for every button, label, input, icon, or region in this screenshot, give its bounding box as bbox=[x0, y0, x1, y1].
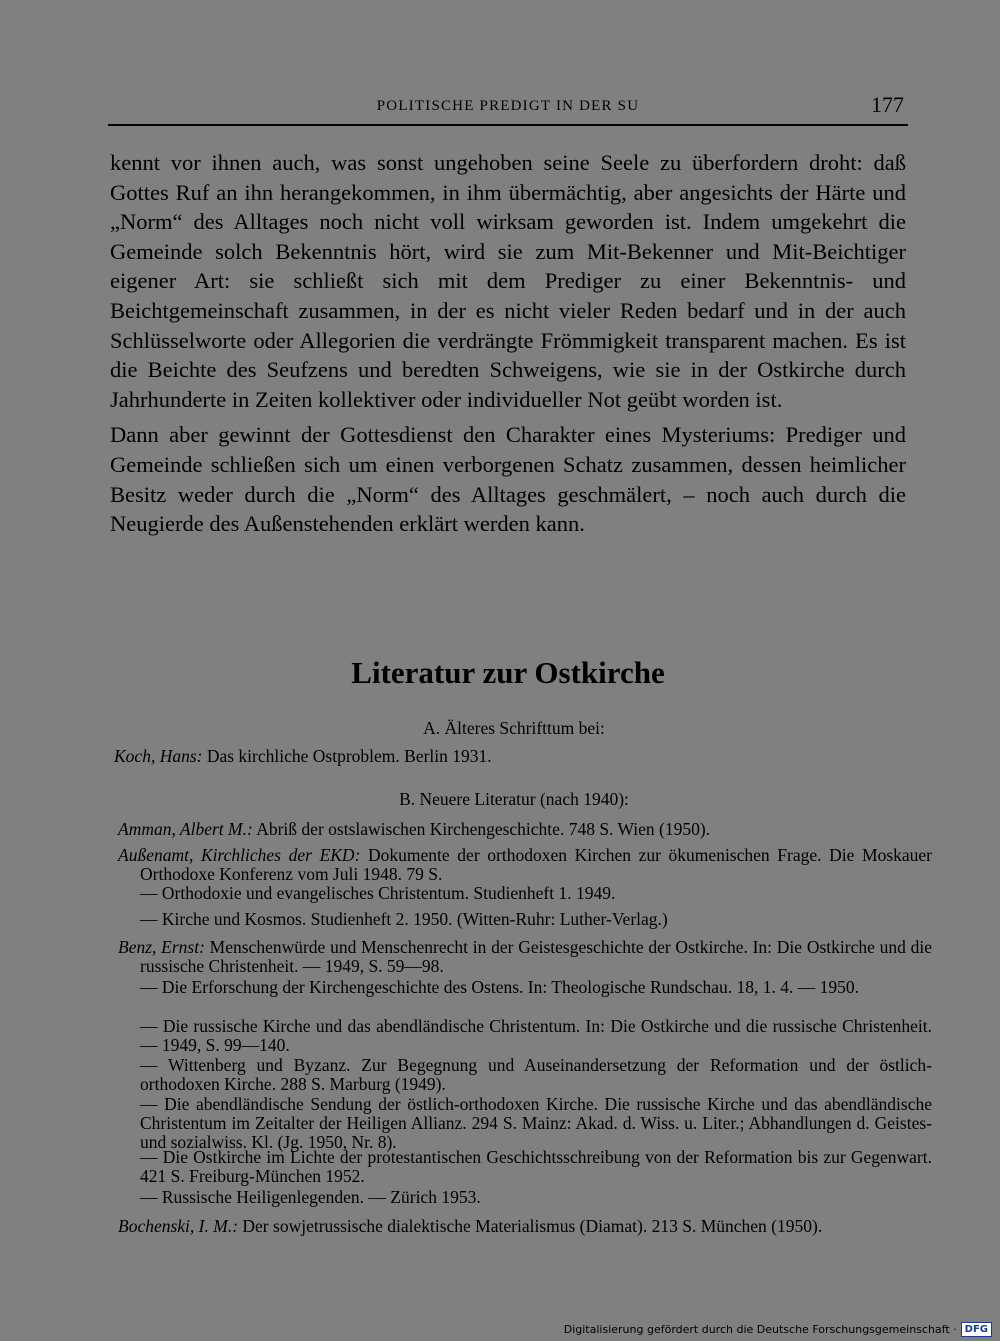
paragraph: kennt vor ihnen auch, was sonst ungehoben seine Seele zu überfordern droht: daß Gottes Ruf an ihn herangekommen, in ihm übermächtig, aber angesichts der Härte und „Norm“ des Alltages noch nicht voll wirksam geworden ist. Indem umgekehrt die Gemeinde solch Bekenntnis hört, wird sie zum Mit-Bekenner und Mit-Beichtiger eigener Art: sie schließt sich mit dem Prediger zu einer Bekenntnis- und Beichtgemeinschaft zusammen, in der es nicht vieler Reden bedarf und in der auch Schlüsselworte oder Allegorien die verdrängte Frömmigkeit transparent machen. Es ist die Beichte des Seufzens und beredten Schweigens, wie sie in der Ostkirche durch Jahrhunderte in Zeiten kollektiver oder individueller Not geübt worden ist. bbox=[110, 150, 906, 412]
entry-text: — Russische Heiligenlegenden. — Zürich 1953. bbox=[140, 1187, 481, 1207]
section-b-heading: B. Neuere Literatur (nach 1940): bbox=[399, 789, 629, 809]
entry-author: Außenamt, Kirchliches der EKD: bbox=[118, 845, 361, 865]
bibliography-entry bbox=[118, 938, 932, 976]
entry-author: Amman, Albert M.: bbox=[118, 819, 253, 839]
entry-text: — Die abendländische Sendung der östlich-orthodoxen Kirche. Die russische Kirche und das abendländische Christentum im Zeitalter der Heiligen Allianz. 294 S. Mainz: Akad. d. Wiss. u. Liter.; Abhandlungen d. Geistes- und sozialwiss. Kl. (Jg. 1950, Nr. 8). bbox=[140, 1094, 932, 1152]
entry-text: — Wittenberg und Byzanz. Zur Begegnung und Auseinandersetzung der Reformation und der östlich-orthodoxen Kirche. 288 S. Marburg (1949). bbox=[140, 1055, 932, 1094]
section-a bbox=[116, 718, 912, 766]
bibliography-entry bbox=[118, 1217, 932, 1236]
page-header bbox=[108, 92, 908, 120]
entry-text: Menschenwürde und Menschenrecht in der Geistesgeschichte der Ostkirche. In: Die Ostkirche und die russische Christenheit. — 1949, S. 59—98. bbox=[140, 937, 932, 976]
section-a-heading: A. Älteres Schrifttum bei: bbox=[423, 718, 605, 738]
section-title: Literatur zur Ostkirche bbox=[351, 655, 665, 690]
entry-text: — Orthodoxie und evangelisches Christentum. Studienheft 1. 1949. bbox=[140, 883, 616, 903]
entry-author: Bochenski, I. M.: bbox=[118, 1216, 239, 1236]
entry-text: — Kirche und Kosmos. Studienheft 2. 1950. (Witten-Ruhr: Luther-Verlag.) bbox=[140, 909, 668, 929]
bibliography-entry bbox=[118, 846, 932, 884]
entry-text: — Die Ostkirche im Lichte der protestantischen Geschichtsschreibung von der Reformation bis zur Gegenwart. 421 S. Freiburg-München 1952. bbox=[140, 1147, 932, 1186]
body-text bbox=[110, 148, 906, 539]
bibliography-entry bbox=[118, 1188, 932, 1207]
entry-author: Koch, Hans: bbox=[114, 746, 203, 766]
section-b bbox=[116, 789, 912, 810]
bibliography-entry bbox=[118, 820, 932, 839]
bibliography-entry bbox=[118, 978, 932, 997]
bibliography-entry bbox=[114, 747, 912, 766]
running-head: POLITISCHE PREDIGT IN DER SU bbox=[376, 98, 640, 114]
bibliography-entry bbox=[118, 1017, 932, 1055]
bibliography-entry bbox=[118, 884, 932, 903]
bibliography-entry bbox=[118, 1148, 932, 1186]
entry-text: — Die Erforschung der Kirchengeschichte des Ostens. In: Theologische Rundschau. 18, 1. 4. — 1950. bbox=[140, 977, 859, 997]
entry-text: Abriß der ostslawischen Kirchengeschichte. 748 S. Wien (1950). bbox=[256, 819, 711, 839]
header-rule bbox=[108, 124, 908, 126]
entry-text: Der sowjetrussische dialektische Materialismus (Diamat). 213 S. München (1950). bbox=[242, 1216, 823, 1236]
footer bbox=[564, 1322, 992, 1337]
entry-author: Benz, Ernst: bbox=[118, 937, 205, 957]
entry-text: Dokumente der orthodoxen Kirchen zur ökumenischen Frage. Die Moskauer Orthodoxe Konferenz vom Juli 1948. 79 S. bbox=[140, 845, 932, 884]
paragraph: Dann aber gewinnt der Gottesdienst den Charakter eines Mysteriums: Prediger und Gemeinde schließen sich um einen verborgenen Schatz zusammen, dessen heimlicher Besitz weder durch die „Norm“ des Alltages geschmälert, – noch auch durch die Neugierde des Außenstehenden erklärt werden kann. bbox=[110, 422, 906, 537]
dfg-logo: DFG bbox=[961, 1322, 992, 1337]
footer-text: Digitalisierung gefördert durch die Deutsche Forschungsgemeinschaft · bbox=[563, 1323, 957, 1336]
bibliography-entry bbox=[118, 1095, 932, 1152]
bibliography-entry bbox=[118, 1056, 932, 1094]
bibliography-entry bbox=[118, 910, 932, 929]
entry-text: — Die russische Kirche und das abendländische Christentum. In: Die Ostkirche und die russische Christenheit. — 1949, S. 99—140. bbox=[140, 1016, 932, 1055]
entry-text: Das kirchliche Ostproblem. Berlin 1931. bbox=[206, 746, 492, 766]
page-number: 177 bbox=[871, 92, 904, 117]
